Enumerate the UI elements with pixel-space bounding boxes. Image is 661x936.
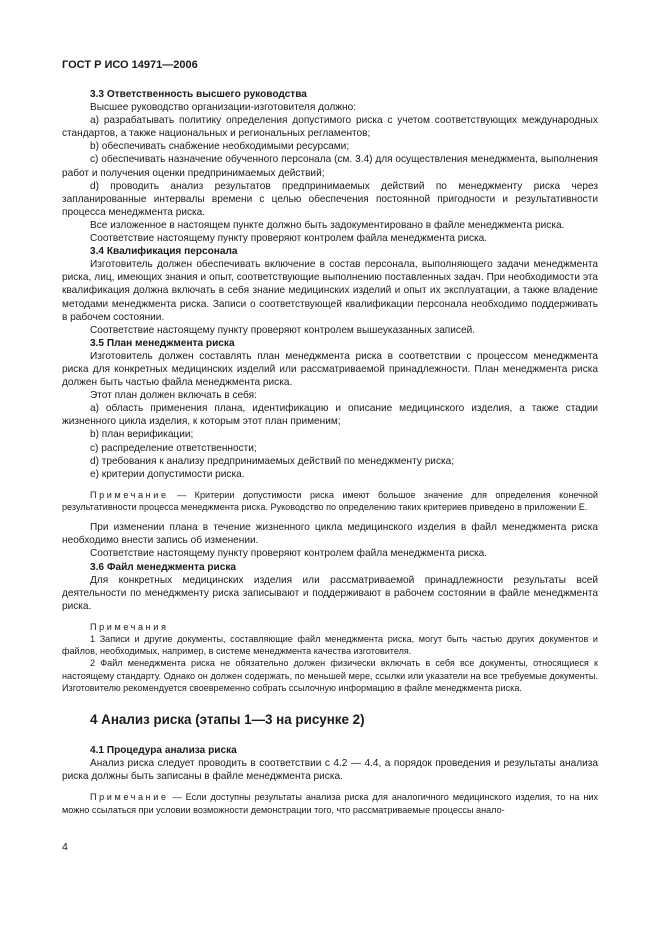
paragraph: Для конкретных медицинских изделия или рассматриваемой принадлежности результаты всей деятельности по менеджменту риска записывают и поддерживают в рабочем состоянии в файле менеджмента риска. [62, 574, 598, 612]
paragraph: Анализ риска следует проводить в соответствии с 4.2 — 4.4, а порядок проведения и результаты анализа риска должны быть записаны в файле менеджмента риска. [62, 758, 598, 783]
list-item-d: d) проводить анализ результатов предпринимаемых действий по менеджменту риска через запланированные интервалы времени с целью обеспечения постоянной пригодности и результативности процесса менеджмента риска. [62, 180, 598, 218]
list-item-b: b) план верификации; [90, 429, 194, 441]
document-header: ГОСТ Р ИСО 14971—2006 [62, 59, 198, 71]
note [62, 489, 598, 513]
list-item-e: e) критерии допустимости риска. [90, 468, 245, 480]
note-label: Примечание [90, 489, 169, 500]
paragraph: Все изложенное в настоящем пункте должно быть задокументировано в файле менеджмента риска. [90, 219, 565, 231]
paragraph: При изменении плана в течение жизненного цикла медицинского изделия в файл менеджмента риска необходимо внести запись об изменении. [62, 522, 598, 547]
section-3-6-heading: 3.6 Файл менеджмента риска [90, 561, 237, 573]
spacer [62, 513, 598, 521]
compliance-paragraph: Соответствие настоящему пункту проверяют контролем файла менеджмента риска. [90, 548, 488, 560]
list-item-a: a) область применения плана, идентификацию и описание медицинского изделия, а также стадии жизненного цикла изделия, к которым этот план применим; [62, 403, 598, 428]
spacer [62, 613, 598, 621]
section-3-4-heading: 3.4 Квалификация персонала [90, 246, 238, 258]
paragraph: Высшее руководство организации-изготовителя должно: [90, 102, 356, 114]
spacer [62, 481, 598, 489]
compliance-paragraph: Соответствие настоящему пункту проверяют контролем вышеуказанных записей. [90, 324, 476, 336]
note-2: 2 Файл менеджмента риска не обязательно должен физически включать в себя все документы, относящиеся к настоящему стандарту. Однако он должен содержать, по меньшей мере, ссылки или указатели на все требуемые документы. Изготовителю рекомендуется своевременно собрать ссылочную информацию в файле менеджмента риска. [62, 658, 598, 693]
section-3-5-heading: 3.5 План менеджмента риска [90, 337, 235, 349]
note-1: 1 Записи и другие документы, составляющие файл менеджмента риска, могут быть частью других документов и файлов, необходимых, например, в системе менеджмента качества изготовителя. [62, 634, 598, 657]
section-3-3-heading: 3.3 Ответственность высшего руководства [90, 89, 307, 100]
note-label: Примечание [90, 792, 169, 803]
list-item-c: c) распределение ответственности; [90, 442, 257, 454]
spacer [62, 783, 598, 791]
note-text: — Если доступны результаты анализа риска для аналогичного медицинского изделия, то на них можно ссылаться при условии возможности демонстрации того, что рассматриваемые процессы анало- [62, 792, 598, 815]
compliance-paragraph: Соответствие настоящему пункту проверяют контролем файла менеджмента риска. [90, 233, 488, 245]
paragraph: Изготовитель должен обеспечивать включение в состав персонала, выполняющего задачи менеджмента риска, лиц, имеющих знания и опыт, соответствующие выполнению поставленных задач. При необходимости эта квалификация должна включать в себя знание медицинских изделий и опыт их эксплуатации, а также владение методами менеджмента риска. Записи о соответствующей квалификации персонала необходимо поддерживать в рабочем состоянии. [62, 259, 598, 323]
page-number: 4 [62, 841, 68, 853]
list-item-a: a) разрабатывать политику определения допустимого риска с учетом соответствующих международных стандартов, а также национальных и региональных регламентов; [62, 115, 598, 140]
list-item-b: b) обеспечивать снабжение необходимыми ресурсами; [90, 141, 350, 153]
list-item-c: c) обеспечивать назначение обученного персонала (см. 3.4) для осуществления менеджмента, выполнения работ и получения оценки предпринимаемых действий; [62, 154, 598, 179]
note [62, 791, 598, 815]
page-content [62, 88, 598, 816]
list-item-d: d) требования к анализу предпринимаемых действий по менеджменту риска; [90, 455, 455, 467]
paragraph: Этот план должен включать в себя: [90, 390, 257, 402]
section-4-heading: 4 Анализ риска (этапы 1—3 на рисунке 2) [90, 712, 365, 728]
notes-label: Примечания [90, 621, 169, 632]
note-text: — Критерии допустимости риска имеют большое значение для определения конечной результативности процесса менеджмента риска. Руководство по определению таких критериев приведено в приложении Е. [62, 489, 598, 513]
paragraph: Изготовитель должен составлять план менеджмента риска в соответствии с процессом менеджмента риска для конкретных медицинских изделий или рассматриваемой принадлежности. План менеджмента риска должен быть частью файла менеджмента риска. [62, 350, 598, 389]
section-4-1-heading: 4.1 Процедура анализа риска [90, 745, 237, 757]
